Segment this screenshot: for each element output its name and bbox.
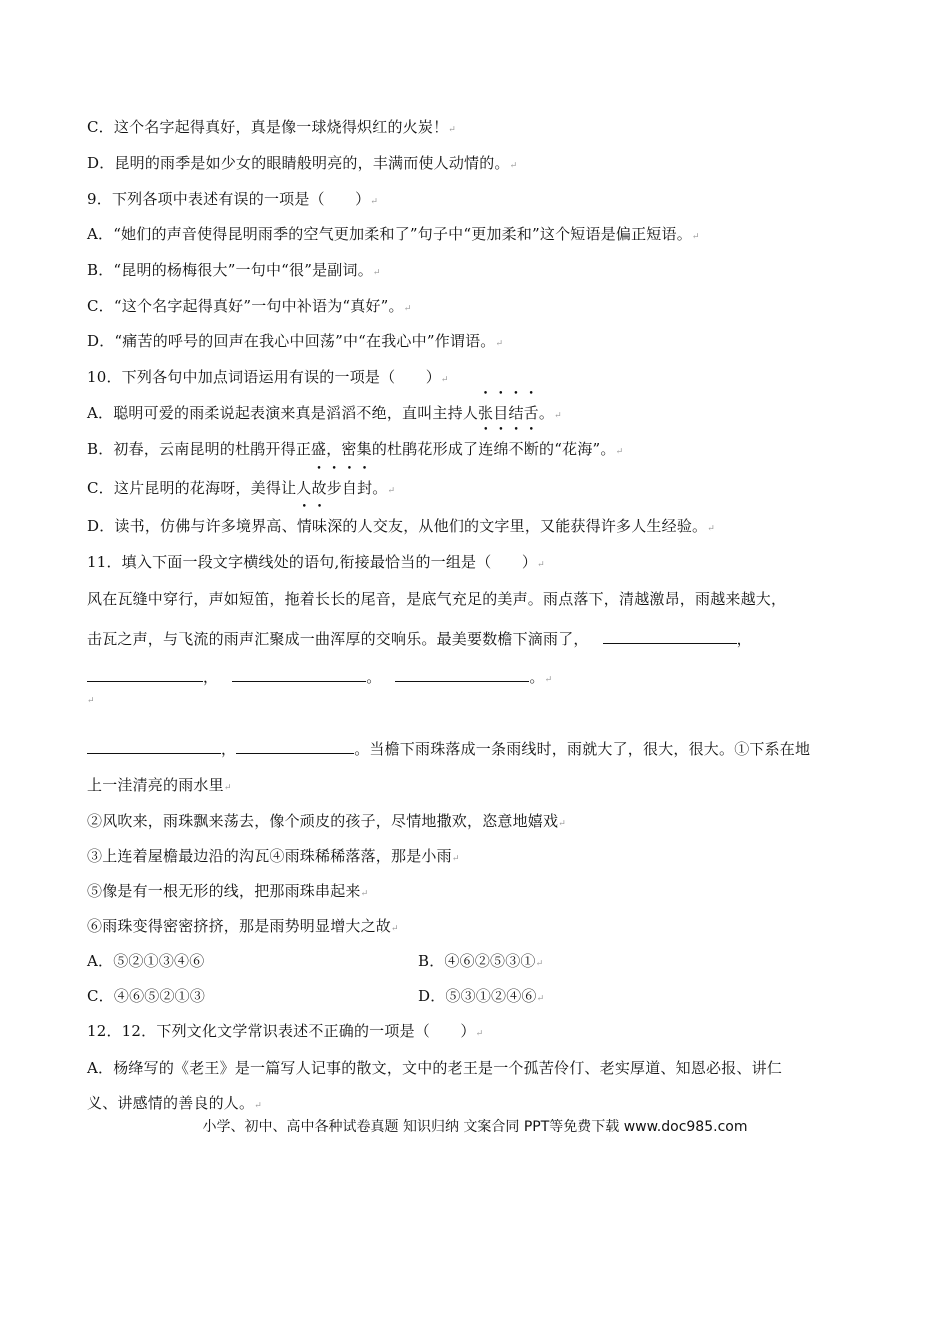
paragraph-mark: ↵ [537,560,545,570]
paragraph-mark: ↵ [223,783,232,793]
passage-line-4 [87,737,810,759]
answer-blank-2[interactable] [87,665,203,682]
option-d-q10 [87,516,715,539]
option-c-q10-text: C．这片昆明的花海呀，美得让人 [87,479,312,497]
option-b-q10 [87,439,623,462]
answer-blank-6[interactable] [236,737,354,754]
option-a-q9 [87,224,700,247]
option-d-q11 [418,986,544,1009]
dotted-char: 故 [311,479,327,497]
choice-2-text: ②风吹来，雨珠飘来荡去，像个顽皮的孩子，尽情地撒欢，恣意地嬉戏 [87,812,559,830]
choice-6-text: ⑥雨珠变得密密挤挤，那是雨势明显增大之故 [87,917,392,935]
question-11-text: 11．填入下面一段文字横线处的语句,衔接最恰当的一组是（ ） [87,553,538,571]
choice-5-text: ⑤像是有一根无形的线，把那雨珠串起来 [87,882,361,900]
option-a-q10 [87,403,562,426]
paragraph-mark: ↵ [554,411,562,421]
option-b-q9 [87,260,381,283]
option-b-q11 [418,951,543,974]
option-a-q11-text: A．⑤②①③④⑥ [87,952,205,970]
empty-paragraph [87,688,95,711]
paragraph-mark: ↵ [535,959,544,969]
paragraph-mark: ↵ [691,232,700,242]
paragraph-mark: ↵ [391,924,399,934]
answer-blank-1[interactable] [603,627,737,644]
option-b-q11-text: B．④⑥②⑤③① [418,952,536,970]
passage-line-2 [87,627,752,649]
choice-1-text: 上一洼清亮的雨水里 [87,776,224,794]
answer-blank-4[interactable] [395,665,529,682]
choice-2 [87,811,566,834]
option-c-q8-text: C．这个名字起得真好，真是像一球烧得炽红的火炭！ [87,118,449,136]
option-b-q9-text: B．“昆明的杨梅很大”一句中“很”是副词。 [87,261,373,279]
dotted-char: 封 [357,479,373,497]
dotted-char: 味 [312,517,328,535]
question-9-text: 9．下列各项中表述有误的一项是（ ） [87,190,371,208]
option-c-q11 [87,986,205,1006]
passage-line-1 [87,589,786,609]
choice-3-4-text: ③上连着屋檐最边沿的沟瓦④雨珠稀稀落落，那是小雨 [87,847,452,865]
paragraph-mark: ↵ [360,889,369,899]
option-b-q10-tail: 的“花海”。 [539,440,616,458]
option-d-q9 [87,331,503,354]
dotted-char: 断 [523,440,540,458]
paragraph-mark: ↵ [254,1101,262,1111]
option-d-q10-tail: 深的人交友，从他们的文字里，又能获得许多人生经验。 [327,517,708,535]
paragraph-mark: ↵ [87,696,95,706]
dotted-char: 目 [493,404,509,422]
dotted-char: 舌 [523,404,539,422]
choice-6 [87,916,399,939]
paragraph-mark: ↵ [475,1029,484,1039]
punct: 。 [366,668,382,686]
paragraph-mark: ↵ [558,819,566,829]
question-10-text: 10．下列各句中加点词语运用有误的一项是（ ） [87,368,441,386]
dotted-char: 步 [326,479,342,497]
dotted-char: 自 [341,479,358,497]
passage-line-2-text: 击瓦之声，与飞流的雨声汇聚成一曲浑厚的交响乐。最美要数檐下滴雨了， [87,630,589,648]
option-a-q10-text: A．聪明可爱的雨柔说起表演来真是滔滔不绝，直叫主持人 [87,404,479,422]
paragraph-mark: ↵ [509,161,518,171]
option-d-q8-text: D．昆明的雨季是如少女的眼睛般明亮的，丰满而使人动情的。 [87,154,510,172]
paragraph-mark: ↵ [403,304,412,314]
punct: 。 [529,668,545,686]
choice-5 [87,881,368,904]
punct: ， [736,630,752,648]
punct: ， [221,740,237,758]
option-c-q9-text: C．“这个名字起得真好”一句中补语为“真好”。 [87,297,404,315]
paragraph-mark: ↵ [544,675,553,685]
punct: ， [203,668,219,686]
question-12 [87,1021,483,1044]
option-a-q12 [87,1058,782,1078]
paragraph-mark: ↵ [707,524,715,534]
question-9 [87,189,378,212]
option-d-q9-text: D．“痛苦的呼号的回声在我心中回荡”中“在我心中”作谓语。 [87,332,496,350]
paragraph-mark: ↵ [495,339,504,349]
option-a-q12-cont [87,1093,262,1116]
option-d-q11-text: D．⑤③①②④⑥ [418,987,537,1005]
dotted-char: 连 [478,440,494,458]
paragraph-mark: ↵ [615,447,624,457]
dotted-char: 结 [508,404,524,422]
choice-1 [87,775,232,798]
dotted-char: 绵 [493,440,509,458]
dotted-char: 情 [296,517,313,535]
option-d-q8 [87,153,517,176]
question-12-text: 12．12．下列文化文学常识表述不正确的一项是（ ） [87,1022,476,1040]
answer-blank-5[interactable] [87,737,221,754]
option-a-q10-tail: 。 [538,404,555,422]
option-a-q12-cont-text: 义、讲感情的善良的人。 [87,1094,255,1112]
paragraph-mark: ↵ [451,854,460,864]
dotted-char: 不 [508,440,524,458]
option-d-q10-text: D．读书，仿佛与许多境界高、 [87,517,297,535]
option-c-q11-text: C．④⑥⑤②①③ [87,987,206,1005]
passage-line-4-text: 。当檐下雨珠落成一条雨线时，雨就大了，很大，很大。①下系在地 [354,740,811,758]
option-a-q11 [87,951,204,971]
paragraph-mark: ↵ [448,125,457,135]
option-a-q9-text: A．“她们的声音使得昆明雨季的空气更加柔和了”句子中“更加柔和”这个短语是偏正短语。 [87,225,692,243]
option-c-q10 [87,478,395,501]
passage-line-1-text: 风在瓦缝中穿行，声如短笛，拖着长长的尾音，是底气充足的美声。雨点落下，清越激昂，雨越来越大， [87,590,787,608]
option-a-q12-text: A．杨绛写的《老王》是一篇写人记事的散文，文中的老王是一个孤苦伶仃、老实厚道、知恩必报、讲仁 [87,1059,783,1077]
option-c-q8 [87,117,456,140]
answer-blank-3[interactable] [232,665,366,682]
option-b-q10-text: B．初春，云南昆明的杜鹃开得正盛，密集的杜鹃花形成了 [87,440,479,458]
question-11 [87,552,545,575]
paragraph-mark: ↵ [440,375,449,385]
page-footer: 小学、初中、高中各种试卷真题 知识归纳 文案合同 PPT等免费下载 www.doc985.com [202,1119,748,1135]
dotted-char: 张 [478,404,494,422]
paragraph-mark: ↵ [372,268,381,278]
choice-3-4 [87,846,460,869]
question-10 [87,367,449,390]
paragraph-mark: ↵ [387,486,396,496]
option-c-q10-tail: 。 [372,479,388,497]
option-c-q9 [87,296,412,319]
paragraph-mark: ↵ [370,197,379,207]
paragraph-mark: ↵ [536,994,545,1004]
passage-line-3 [87,665,552,690]
